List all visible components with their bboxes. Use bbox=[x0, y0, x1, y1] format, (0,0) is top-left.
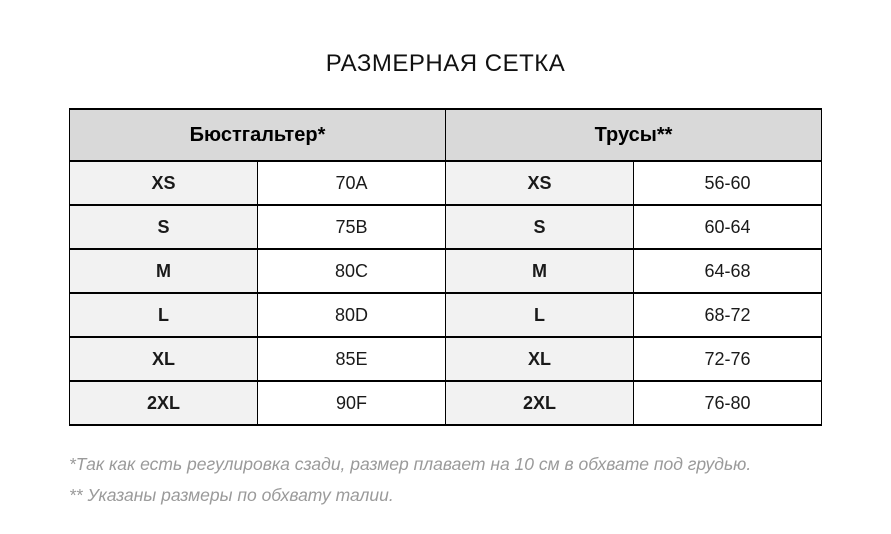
size-cell: M bbox=[446, 249, 634, 293]
table-header-row bbox=[70, 109, 822, 161]
table-row bbox=[70, 381, 822, 425]
size-cell: S bbox=[70, 205, 258, 249]
size-cell: XL bbox=[446, 337, 634, 381]
value-cell: 64-68 bbox=[634, 249, 822, 293]
value-cell: 70A bbox=[258, 161, 446, 205]
value-cell: 85E bbox=[258, 337, 446, 381]
table-row bbox=[70, 249, 822, 293]
size-cell: XL bbox=[70, 337, 258, 381]
size-cell: M bbox=[70, 249, 258, 293]
value-cell: 68-72 bbox=[634, 293, 822, 337]
size-cell: XS bbox=[446, 161, 634, 205]
size-table bbox=[69, 108, 822, 426]
table-row bbox=[70, 337, 822, 381]
value-cell: 80D bbox=[258, 293, 446, 337]
size-cell: S bbox=[446, 205, 634, 249]
value-cell: 56-60 bbox=[634, 161, 822, 205]
footnote-panties: ** Указаны размеры по обхвату талии. bbox=[69, 485, 394, 505]
table-row bbox=[70, 205, 822, 249]
value-cell: 72-76 bbox=[634, 337, 822, 381]
value-cell: 60-64 bbox=[634, 205, 822, 249]
column-header-bra: Бюстгальтер* bbox=[70, 109, 446, 161]
value-cell: 76-80 bbox=[634, 381, 822, 425]
footnotes bbox=[69, 452, 891, 507]
value-cell: 75B bbox=[258, 205, 446, 249]
size-cell: 2XL bbox=[446, 381, 634, 425]
footnote-bra: *Так как есть регулировка сзади, размер плавает на 10 см в обхвате под грудью. bbox=[69, 454, 752, 474]
table-row bbox=[70, 161, 822, 205]
size-cell: XS bbox=[70, 161, 258, 205]
size-cell: L bbox=[446, 293, 634, 337]
size-cell: L bbox=[70, 293, 258, 337]
value-cell: 80C bbox=[258, 249, 446, 293]
page-title: РАЗМЕРНАЯ СЕТКА bbox=[325, 50, 566, 77]
value-cell: 90F bbox=[258, 381, 446, 425]
table-row bbox=[70, 293, 822, 337]
column-header-panties: Трусы** bbox=[446, 109, 822, 161]
size-cell: 2XL bbox=[70, 381, 258, 425]
